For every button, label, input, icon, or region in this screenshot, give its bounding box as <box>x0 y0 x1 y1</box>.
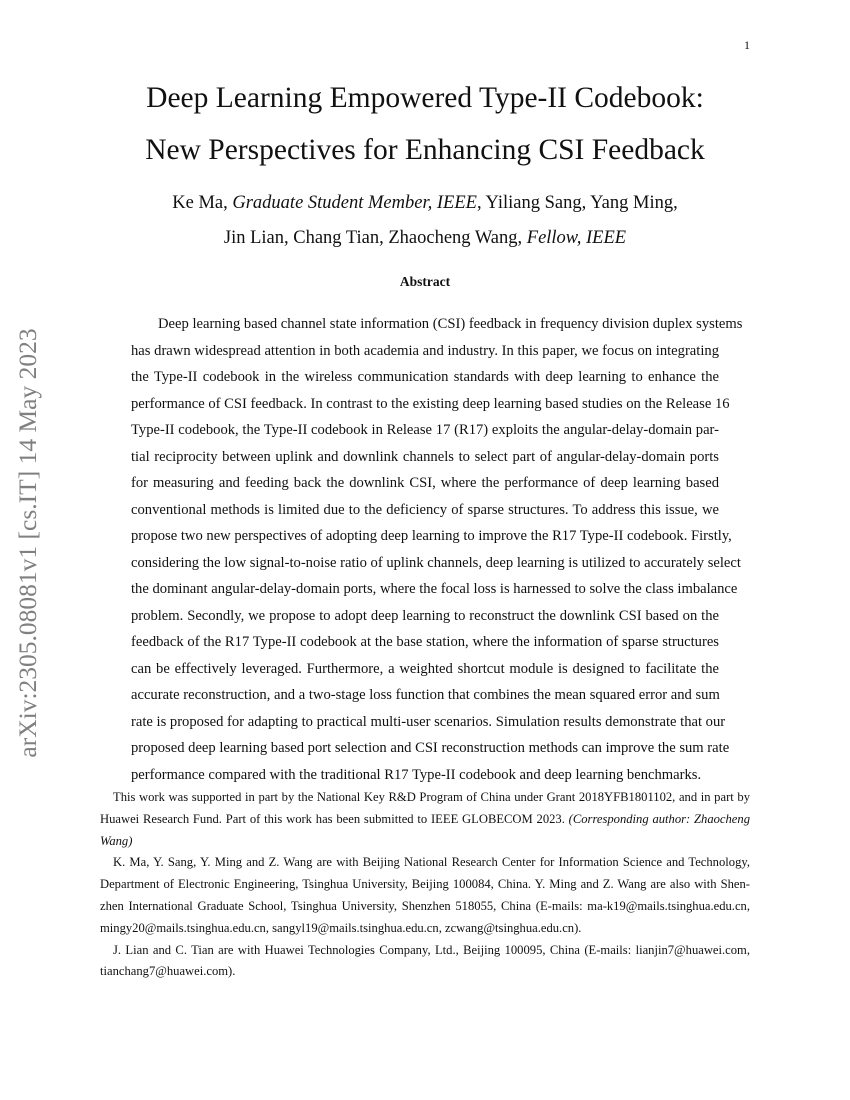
abstract-line: Type-II codebook, the Type-II codebook in Release 17 (R17) exploits the angular-delay-domain par- <box>131 422 719 438</box>
footnotes <box>100 787 750 983</box>
abstract-line: performance compared with the traditional R17 Type-II codebook and deep learning benchmarks. <box>131 766 702 783</box>
abstract-line: rate is proposed for adapting to practical multi-user scenarios. Simulation results demonstrate that our <box>131 713 726 730</box>
footnote-text: Huawei Research Fund. Part of this work has been submitted to IEEE GLOBECOM 2023. <box>100 811 569 826</box>
page-number: 1 <box>744 38 750 52</box>
abstract-heading: Abstract <box>399 274 451 289</box>
footnote-line: tianchang7@huawei.com). <box>100 964 236 979</box>
abstract-line: has drawn widespread attention in both academia and industry. In this paper, we focus on integrating <box>131 342 719 359</box>
abstract-line: proposed deep learning based port selection and CSI reconstruction methods can improve the sum rate <box>131 740 730 756</box>
abstract-line: conventional methods is limited due to the deficiency of sparse structures. To address this issue, we <box>131 501 719 518</box>
abstract-line: the dominant angular-delay-domain ports, where the focal loss is harnessed to solve the class imbalance <box>131 581 738 597</box>
abstract-line: tial reciprocity between uplink and downlink channels to select part of angular-delay-domain ports <box>131 448 719 465</box>
footnote-line <box>100 831 750 853</box>
paper-title-line-1: Deep Learning Empowered Type-II Codebook: <box>146 82 704 114</box>
author-text: Jin Lian, Chang Tian, Zhaocheng Wang, <box>223 228 527 248</box>
footnote-line: Department of Electronic Engineering, Tsinghua University, Beijing 100084, China. Y. Ming and Z. Wang are also with Shen- <box>100 877 750 892</box>
footnote-line: J. Lian and C. Tian are with Huawei Technologies Company, Ltd., Beijing 100095, China (E-mails: lianjin7@huawei.com, <box>113 942 750 957</box>
abstract-line: can be effectively leveraged. Furthermore, a weighted shortcut module is designed to facilitate the <box>131 660 719 677</box>
author-text: , Yiliang Sang, Yang Ming, <box>476 193 678 213</box>
corresponding-author-end: Wang) <box>100 833 133 848</box>
abstract-line: considering the low signal-to-noise ratio of uplink channels, deep learning is utilized to accurately select <box>131 554 741 571</box>
abstract-line: propose two new perspectives of adopting deep learning to improve the R17 Type-II codebook. Firstly, <box>131 528 732 544</box>
footnote-line: K. Ma, Y. Sang, Y. Ming and Z. Wang are with Beijing National Research Center for Information Science and Technology, <box>113 855 750 870</box>
footnote-line <box>100 809 750 831</box>
author-membership: Graduate Student Member, IEEE <box>232 193 477 213</box>
footnote-line: zhen International Graduate School, Tsinghua University, Shenzhen 518055, China (E-mails: ma-k19@mails.tsinghua.edu.cn, <box>100 898 750 913</box>
footnote-line: This work was supported in part by the National Key R&D Program of China under Grant 2018YFB1801102, and in part by <box>113 790 750 804</box>
abstract-line: problem. Secondly, we propose to adopt deep learning to reconstruct the downlink CSI based on the <box>131 607 719 624</box>
abstract-line: Deep learning based channel state information (CSI) feedback in frequency division duplex systems <box>158 316 743 332</box>
author-membership: Fellow, IEEE <box>526 228 627 248</box>
abstract-line: performance of CSI feedback. In contrast to the existing deep learning based studies on the Release 16 <box>131 395 730 412</box>
footnote-line: mingy20@mails.tsinghua.edu.cn, sangyl19@mails.tsinghua.edu.cn, zcwang@tsinghua.edu.cn). <box>100 920 582 935</box>
abstract-line: for measuring and feeding back the downlink CSI, where the performance of deep learning based <box>131 475 719 491</box>
authors-line-1 <box>0 193 850 214</box>
arxiv-stamp: arXiv:2305.08081v1 [cs.IT] 14 May 2023 <box>13 328 42 758</box>
abstract-body <box>131 311 743 788</box>
corresponding-author: (Corresponding author: Zhaocheng <box>568 811 750 826</box>
abstract-line: feedback of the R17 Type-II codebook at the base station, where the information of sparse structures <box>131 634 719 650</box>
paper-title-line-2: New Perspectives for Enhancing CSI Feedback <box>145 134 705 166</box>
abstract-line: the Type-II codebook in the wireless communication standards with deep learning to enhance the <box>131 369 719 385</box>
author-text: Ke Ma, <box>172 193 233 213</box>
abstract-line: accurate reconstruction, and a two-stage loss function that combines the mean squared error and sum <box>131 687 720 703</box>
authors-line-2 <box>0 228 850 249</box>
